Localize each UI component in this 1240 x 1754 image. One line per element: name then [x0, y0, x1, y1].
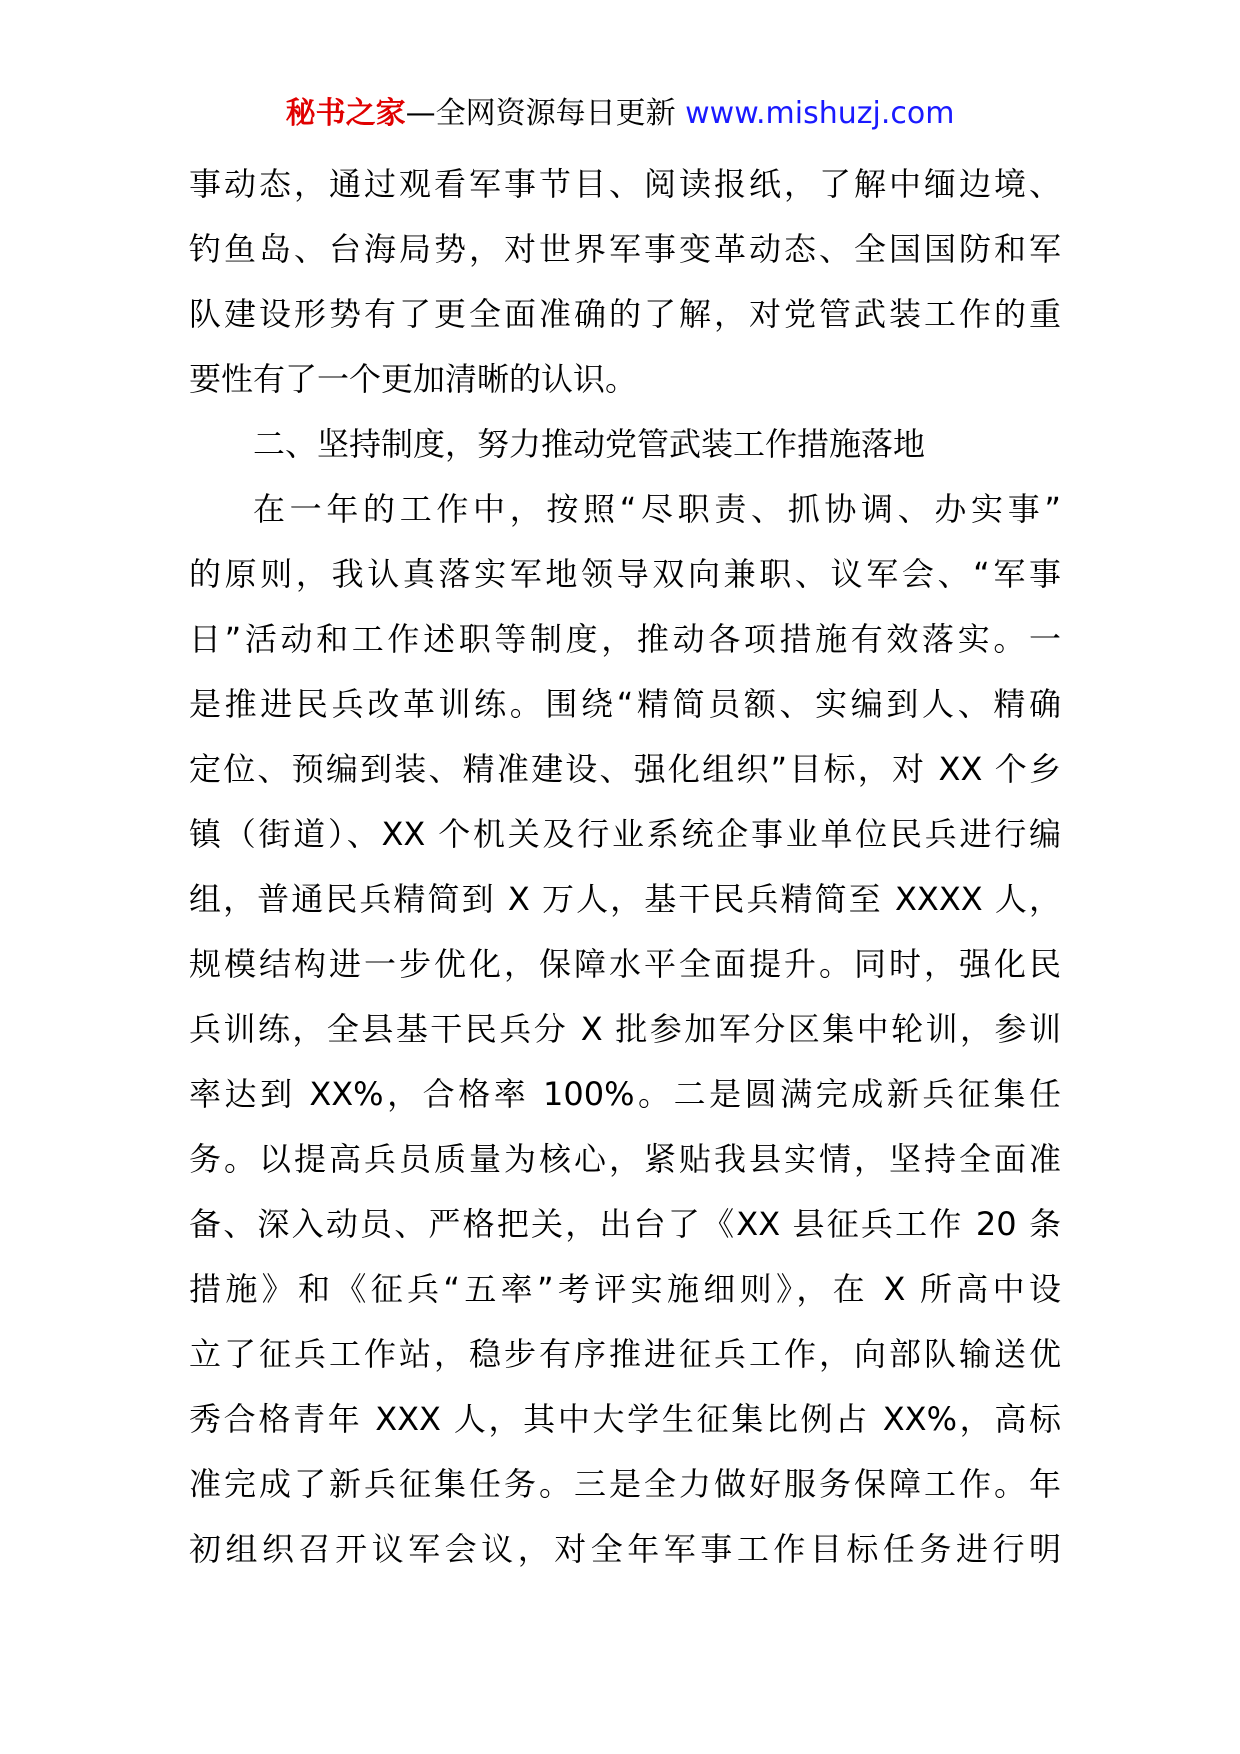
paragraph-line: 的原则，我认真落实军地领导双向兼职、议军会、“军事 [189, 555, 1061, 593]
paragraph-line: 规模结构进一步优化，保障水平全面提升。同时，强化民 [189, 945, 1061, 983]
paragraph-line: 日”活动和工作述职等制度，推动各项措施有效落实。一 [189, 620, 1061, 658]
paragraph-line: 队建设形势有了更全面准确的了解，对党管武装工作的重 [189, 295, 1061, 333]
document-body [189, 152, 1061, 1582]
paragraph-line: 秀合格青年 XXX 人，其中大学生征集比例占 XX%，高标 [189, 1400, 1061, 1438]
paragraph-line: 兵训练，全县基干民兵分 X 批参加军分区集中轮训，参训 [189, 1010, 1061, 1048]
site-tagline: —全网资源每日更新 [405, 96, 676, 131]
paragraph-line: 率达到 XX%，合格率 100%。二是圆满完成新兵征集任 [189, 1075, 1061, 1113]
paragraph-line: 钓鱼岛、台海局势，对世界军事变革动态、全国国防和军 [189, 230, 1061, 268]
paragraph-line: 初组织召开议军会议，对全年军事工作目标任务进行明 [189, 1530, 1061, 1568]
site-header [0, 94, 1240, 134]
site-brand: 秘书之家 [285, 96, 406, 131]
section-heading: 二、坚持制度，努力推动党管武装工作措施落地 [253, 425, 926, 463]
paragraph-line: 事动态，通过观看军事节目、阅读报纸，了解中缅边境、 [189, 165, 1061, 203]
site-url-link[interactable]: www.mishuzj.com [685, 96, 955, 131]
paragraph-line: 措施》和《征兵“五率”考评实施细则》，在 X 所高中设 [189, 1270, 1061, 1308]
paragraph-line: 是推进民兵改革训练。围绕“精简员额、实编到人、精确 [189, 685, 1061, 723]
paragraph-line: 准完成了新兵征集任务。三是全力做好服务保障工作。年 [189, 1465, 1061, 1503]
paragraph-line: 组，普通民兵精简到 X 万人，基干民兵精简至 XXXX 人， [189, 880, 1061, 918]
paragraph-line: 备、深入动员、严格把关，出台了《XX 县征兵工作 20 条 [189, 1205, 1061, 1243]
paragraph-line: 务。以提高兵员质量为核心，紧贴我县实情，坚持全面准 [189, 1140, 1061, 1178]
paragraph-line: 镇（街道）、XX 个机关及行业系统企事业单位民兵进行编 [189, 815, 1061, 853]
paragraph-line: 要性有了一个更加清晰的认识。 [189, 360, 638, 398]
paragraph-line: 定位、预编到装、精准建设、强化组织”目标，对 XX 个乡 [189, 750, 1061, 788]
paragraph-line: 在一年的工作中，按照“尽职责、抓协调、办实事” [253, 490, 1061, 528]
paragraph-line: 立了征兵工作站，稳步有序推进征兵工作，向部队输送优 [189, 1335, 1061, 1373]
